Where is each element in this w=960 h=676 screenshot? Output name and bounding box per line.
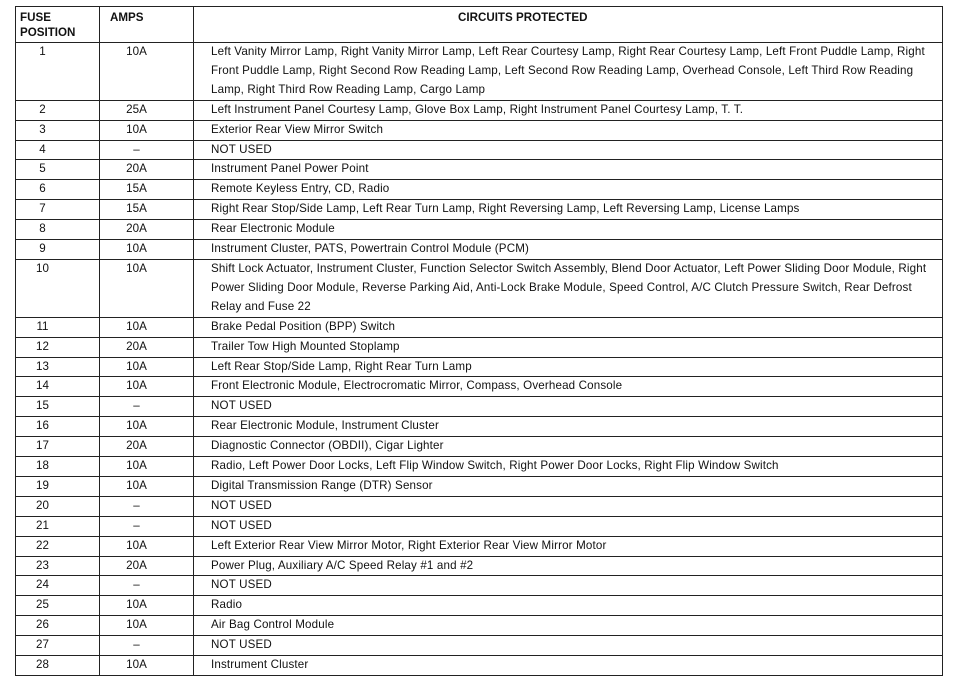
circuits-cell: Rear Electronic Module — [194, 220, 943, 240]
table-row — [16, 377, 943, 397]
fuse-position-cell: 24 — [16, 576, 100, 596]
amps-cell: – — [100, 140, 194, 160]
circuits-cell: NOT USED — [194, 140, 943, 160]
amps-cell: 10A — [100, 476, 194, 496]
amps-cell: 20A — [100, 160, 194, 180]
amps-cell: 20A — [100, 437, 194, 457]
fuse-position-cell: 15 — [16, 397, 100, 417]
table-row — [16, 496, 943, 516]
table-row — [16, 536, 943, 556]
fuse-position-cell: 23 — [16, 556, 100, 576]
circuits-cell: Radio, Left Power Door Locks, Left Flip Window Switch, Right Power Door Locks, Right Flip Window Switch — [194, 457, 943, 477]
amps-cell: 10A — [100, 240, 194, 260]
amps-cell: – — [100, 636, 194, 656]
circuits-cell: Exterior Rear View Mirror Switch — [194, 120, 943, 140]
circuits-cell: Brake Pedal Position (BPP) Switch — [194, 317, 943, 337]
table-row — [16, 636, 943, 656]
table-header — [16, 7, 943, 43]
fuse-position-cell: 10 — [16, 259, 100, 317]
amps-cell: 20A — [100, 220, 194, 240]
fuse-position-cell: 28 — [16, 656, 100, 676]
amps-cell: – — [100, 496, 194, 516]
circuits-cell: Air Bag Control Module — [194, 616, 943, 636]
circuits-cell: Remote Keyless Entry, CD, Radio — [194, 180, 943, 200]
fuse-position-cell: 17 — [16, 437, 100, 457]
fuse-position-cell: 19 — [16, 476, 100, 496]
table-row — [16, 140, 943, 160]
amps-cell: – — [100, 516, 194, 536]
amps-cell: 20A — [100, 556, 194, 576]
amps-cell: 10A — [100, 259, 194, 317]
amps-cell: 25A — [100, 100, 194, 120]
fuse-position-cell: 18 — [16, 457, 100, 477]
circuits-cell: Diagnostic Connector (OBDII), Cigar Lighter — [194, 437, 943, 457]
fuse-position-cell: 4 — [16, 140, 100, 160]
table-row — [16, 656, 943, 676]
amps-cell: 10A — [100, 377, 194, 397]
amps-cell: – — [100, 397, 194, 417]
fuse-table — [15, 6, 943, 676]
fuse-position-cell: 9 — [16, 240, 100, 260]
circuits-cell: Left Vanity Mirror Lamp, Right Vanity Mirror Lamp, Left Rear Courtesy Lamp, Right Rear Courtesy Lamp, Left Front Puddle Lamp, Right Front Puddle Lamp, Right Second Row Reading Lamp, Left Second Row Reading Lamp, Overhead Console, Left Third Row Reading Lamp, Right Third Row Reading Lamp, Cargo Lamp — [194, 43, 943, 101]
table-row — [16, 240, 943, 260]
circuits-cell: NOT USED — [194, 576, 943, 596]
table-row — [16, 516, 943, 536]
fuse-position-cell: 16 — [16, 417, 100, 437]
circuits-cell: Left Instrument Panel Courtesy Lamp, Glove Box Lamp, Right Instrument Panel Courtesy Lamp, T. T. — [194, 100, 943, 120]
table-row — [16, 616, 943, 636]
circuits-cell: Power Plug, Auxiliary A/C Speed Relay #1 and #2 — [194, 556, 943, 576]
amps-cell: – — [100, 576, 194, 596]
amps-cell: 10A — [100, 317, 194, 337]
table-row — [16, 556, 943, 576]
fuse-position-cell: 21 — [16, 516, 100, 536]
table-row — [16, 220, 943, 240]
amps-cell: 10A — [100, 536, 194, 556]
fuse-position-cell: 8 — [16, 220, 100, 240]
circuits-cell: Right Rear Stop/Side Lamp, Left Rear Turn Lamp, Right Reversing Lamp, Left Reversing Lamp, License Lamps — [194, 200, 943, 220]
circuits-cell: NOT USED — [194, 496, 943, 516]
header-row — [16, 7, 943, 43]
table-row — [16, 43, 943, 101]
table-body — [16, 43, 943, 676]
circuits-cell: Radio — [194, 596, 943, 616]
amps-cell: 10A — [100, 656, 194, 676]
table-row — [16, 437, 943, 457]
table-row — [16, 337, 943, 357]
fuse-position-cell: 5 — [16, 160, 100, 180]
amps-cell: 10A — [100, 417, 194, 437]
fuse-position-cell: 26 — [16, 616, 100, 636]
fuse-position-cell: 7 — [16, 200, 100, 220]
amps-cell: 10A — [100, 616, 194, 636]
circuits-cell: Left Rear Stop/Side Lamp, Right Rear Turn Lamp — [194, 357, 943, 377]
amps-cell: 15A — [100, 180, 194, 200]
circuits-cell: Trailer Tow High Mounted Stoplamp — [194, 337, 943, 357]
amps-cell: 10A — [100, 120, 194, 140]
table-row — [16, 596, 943, 616]
circuits-cell: Instrument Cluster — [194, 656, 943, 676]
fuse-position-cell: 11 — [16, 317, 100, 337]
amps-cell: 10A — [100, 43, 194, 101]
header-circuits-protected: CIRCUITS PROTECTED — [194, 7, 943, 43]
amps-cell: 10A — [100, 457, 194, 477]
fuse-position-cell: 22 — [16, 536, 100, 556]
circuits-cell: Rear Electronic Module, Instrument Cluster — [194, 417, 943, 437]
circuits-cell: Front Electronic Module, Electrocromatic Mirror, Compass, Overhead Console — [194, 377, 943, 397]
circuits-cell: Shift Lock Actuator, Instrument Cluster, Function Selector Switch Assembly, Blend Door Actuator, Left Power Sliding Door Module, Right Power Sliding Door Module, Reverse Parking Aid, Anti-Lock Brake Module, Speed Control, A/C Clutch Pressure Switch, Rear Defrost Relay and Fuse 22 — [194, 259, 943, 317]
fuse-position-cell: 27 — [16, 636, 100, 656]
table-row — [16, 180, 943, 200]
table-row — [16, 457, 943, 477]
table-row — [16, 397, 943, 417]
circuits-cell: Digital Transmission Range (DTR) Sensor — [194, 476, 943, 496]
fuse-position-cell: 12 — [16, 337, 100, 357]
fuse-position-cell: 25 — [16, 596, 100, 616]
fuse-position-cell: 3 — [16, 120, 100, 140]
table-row — [16, 576, 943, 596]
table-row — [16, 259, 943, 317]
fuse-position-cell: 6 — [16, 180, 100, 200]
table-row — [16, 160, 943, 180]
circuits-cell: Instrument Cluster, PATS, Powertrain Control Module (PCM) — [194, 240, 943, 260]
amps-cell: 10A — [100, 357, 194, 377]
amps-cell: 20A — [100, 337, 194, 357]
fuse-position-cell: 20 — [16, 496, 100, 516]
circuits-cell: NOT USED — [194, 516, 943, 536]
fuse-position-cell: 13 — [16, 357, 100, 377]
circuits-cell: NOT USED — [194, 397, 943, 417]
table-row — [16, 120, 943, 140]
header-position-label: POSITION — [20, 26, 76, 39]
table-row — [16, 476, 943, 496]
amps-cell: 15A — [100, 200, 194, 220]
circuits-cell: NOT USED — [194, 636, 943, 656]
table-row — [16, 357, 943, 377]
circuits-cell: Left Exterior Rear View Mirror Motor, Right Exterior Rear View Mirror Motor — [194, 536, 943, 556]
amps-cell: 10A — [100, 596, 194, 616]
table-row — [16, 200, 943, 220]
table-row — [16, 417, 943, 437]
header-amps: AMPS — [100, 7, 194, 43]
header-fuse-position — [16, 7, 100, 43]
fuse-position-cell: 14 — [16, 377, 100, 397]
fuse-position-cell: 1 — [16, 43, 100, 101]
header-fuse-label: FUSE — [20, 11, 51, 24]
table-row — [16, 317, 943, 337]
fuse-position-cell: 2 — [16, 100, 100, 120]
circuits-cell: Instrument Panel Power Point — [194, 160, 943, 180]
table-row — [16, 100, 943, 120]
